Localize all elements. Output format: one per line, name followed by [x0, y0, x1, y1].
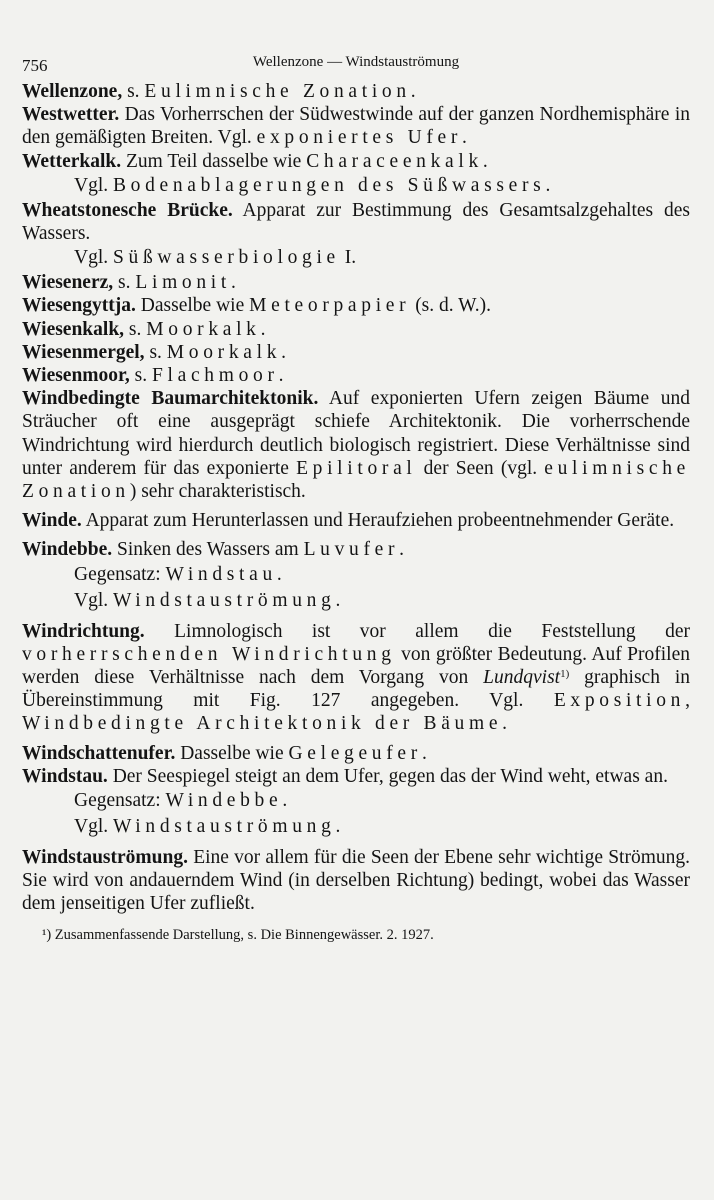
cross-reference: eulimnische Zonation — [22, 457, 690, 503]
entry-text: . — [281, 341, 287, 363]
entry-text: Vgl. — [74, 816, 113, 838]
cross-reference: Moorkalk — [146, 318, 261, 340]
entry-text: . — [260, 318, 266, 340]
entry-text: Apparat zur Bestimmung des Gesamtsalzgehaltes des Wassers. — [22, 199, 691, 245]
entry-text: Vgl. — [74, 174, 113, 196]
entry-text: Vgl. — [74, 247, 113, 269]
entry-text: Dasselbe wie — [175, 742, 289, 764]
entry-text: , — [685, 690, 690, 712]
entry-lemma: Windbedingte Baumarchitektonik. — [22, 388, 319, 410]
entry-subline — [22, 588, 690, 614]
entry-lemma: Windrichtung. — [22, 620, 145, 642]
entry-subline — [22, 173, 690, 199]
entry-subline — [22, 562, 690, 588]
cross-reference: exponiertes Ufer — [256, 127, 463, 149]
glossary-entry — [22, 846, 690, 916]
entry-lemma: Wiesenkalk, — [22, 318, 125, 340]
entry-lemma: Wiesenmergel, — [22, 341, 145, 363]
entry-text: . — [545, 174, 551, 196]
entry-lemma: Windstauströmung. — [22, 847, 188, 869]
entry-text: Gegensatz: — [74, 790, 166, 812]
cross-reference: Windstau — [165, 563, 277, 585]
cross-reference: Bodenablagerungen des Süßwassers — [113, 174, 546, 196]
entry-text: . — [282, 790, 288, 812]
entry-text: der Seen (vgl. — [416, 457, 545, 479]
entry-text: . — [421, 742, 427, 764]
author-name: Lundqvist — [483, 667, 561, 689]
entry-subline — [22, 245, 690, 271]
glossary-entry — [22, 318, 690, 341]
entry-lemma: Westwetter. — [22, 104, 120, 126]
glossary-entries — [22, 80, 690, 916]
entry-text: Vgl. — [74, 589, 113, 611]
footnote-marker: 1) — [560, 668, 570, 681]
cross-reference: Limonit — [135, 272, 231, 294]
cross-reference: Gelegeufer — [288, 742, 422, 764]
entry-text: Gegensatz: — [74, 563, 166, 585]
entry-text: . — [335, 589, 341, 611]
entry-text: s. — [113, 272, 136, 294]
cross-reference: Exposition — [553, 690, 686, 712]
cross-reference: Windebbe — [165, 790, 283, 812]
entry-text: (s. d. W.). — [410, 295, 492, 317]
entry-text: . — [278, 365, 284, 387]
footnote: ¹) Zusammenfassende Darstellung, s. Die Binnengewässer. 2. 1927. — [42, 926, 434, 943]
entry-text: . — [335, 816, 341, 838]
entry-lemma: Windstau. — [22, 765, 108, 787]
entry-text: Apparat zum Herunterlassen und Heraufziehen probeentnehmender Geräte. — [81, 510, 675, 532]
glossary-entry — [22, 765, 690, 788]
entry-text: . — [276, 563, 282, 585]
glossary-entry — [22, 509, 690, 532]
glossary-entry — [22, 742, 690, 765]
glossary-entry — [22, 150, 690, 173]
entry-subline — [22, 814, 690, 840]
running-head: Wellenzone — Windstauströmung — [252, 54, 460, 70]
entry-text: . — [462, 127, 467, 149]
entry-text: . — [502, 713, 508, 735]
glossary-entry — [22, 538, 690, 561]
entry-text: I. — [339, 247, 357, 269]
page-header — [22, 50, 690, 80]
entry-lemma: Windebbe. — [22, 539, 113, 561]
entry-text: Das Vorherrschen der Südwestwinde auf der ganzen Nordhemisphäre in den gemäßigten Breiten. Vgl. — [22, 104, 690, 149]
entry-lemma: Wiesenmoor, — [22, 365, 130, 387]
entry-lemma: Wiesenerz, — [22, 272, 114, 294]
cross-reference: Eulimnische Zonation. — [144, 81, 421, 102]
glossary-entry — [22, 103, 690, 149]
entry-lemma: Wiesengyttja. — [22, 295, 136, 317]
entry-text: Auf exponierten Ufern zeigen Bäume und Sträucher oft eine ausgeprägt schiefe Architektonik. Die vorherrschende Windrichtung wird hierdurch deutlich biologisch registriert. Diese Verhältnisse sind unter anderem für das exponierte — [22, 388, 690, 479]
cross-reference: Windbedingte Architektonik der Bäume — [22, 713, 503, 735]
glossary-entry — [22, 364, 690, 387]
entry-text: graphisch in Übereinstimmung mit Fig. 127 angegeben. Vgl. — [22, 667, 691, 712]
cross-reference: Süßwasserbiologie — [113, 247, 340, 269]
entry-lemma: Windschattenufer. — [22, 742, 176, 764]
entry-text: von größter Bedeutung. Auf Profilen werden diese Verhältnisse nach dem Vorgang von — [22, 643, 691, 689]
glossary-entry — [22, 387, 690, 503]
cross-reference: Luvufer — [303, 539, 400, 561]
cross-reference: Windstauströmung — [113, 589, 336, 611]
entry-text: . — [482, 150, 488, 172]
document-page — [22, 50, 690, 944]
glossary-entry — [22, 620, 690, 736]
entry-text: Zum Teil dasselbe wie — [121, 150, 307, 172]
entry-text: Limnologisch ist vor allem die Feststellung der — [144, 620, 690, 642]
cross-reference: Meteorpapier — [249, 295, 411, 317]
glossary-entry — [22, 294, 690, 317]
entry-text: s. — [124, 318, 147, 340]
page-number: 756 — [22, 56, 48, 75]
entry-lemma: Winde. — [22, 510, 82, 532]
entry-text: Dasselbe wie — [135, 295, 250, 317]
entry-text: ) sehr charakteristisch. — [129, 481, 306, 503]
glossary-entry — [22, 341, 690, 364]
cross-reference: Windstauströmung — [113, 816, 336, 838]
entry-text: . — [399, 539, 405, 561]
entry-text: s. — [129, 365, 153, 387]
entry-lemma: Wellenzone, — [22, 81, 123, 102]
cross-reference: Flachmoor — [152, 365, 279, 387]
entry-text: Sinken des Wassers am — [112, 539, 304, 561]
entry-text: s. — [144, 341, 167, 363]
entry-text: Der Seespiegel steigt an dem Ufer, gegen das der Wind weht, etwas an. — [107, 765, 668, 787]
cross-reference: vorherrschenden Windrichtung — [22, 643, 396, 665]
glossary-entry — [22, 80, 690, 103]
entry-lemma: Wetterkalk. — [22, 150, 122, 172]
entry-lemma: Wheatstonesche Brücke. — [22, 199, 233, 221]
entry-text: . — [230, 272, 236, 294]
glossary-entry — [22, 199, 690, 245]
cross-reference: Characeenkalk — [306, 150, 483, 172]
entry-subline — [22, 788, 690, 814]
glossary-entry — [22, 271, 690, 294]
cross-reference: Epilitoral — [296, 457, 417, 479]
entry-text: Eine vor allem für die Seen der Ebene sehr wichtige Strömung. Sie wird von andauerndem Wind (in derselben Richtung) bedingt, wobei das Wasser dem jenseitigen Ufer zufließt. — [22, 847, 690, 915]
cross-reference: Moorkalk — [166, 341, 282, 363]
entry-text: s. — [122, 81, 145, 102]
